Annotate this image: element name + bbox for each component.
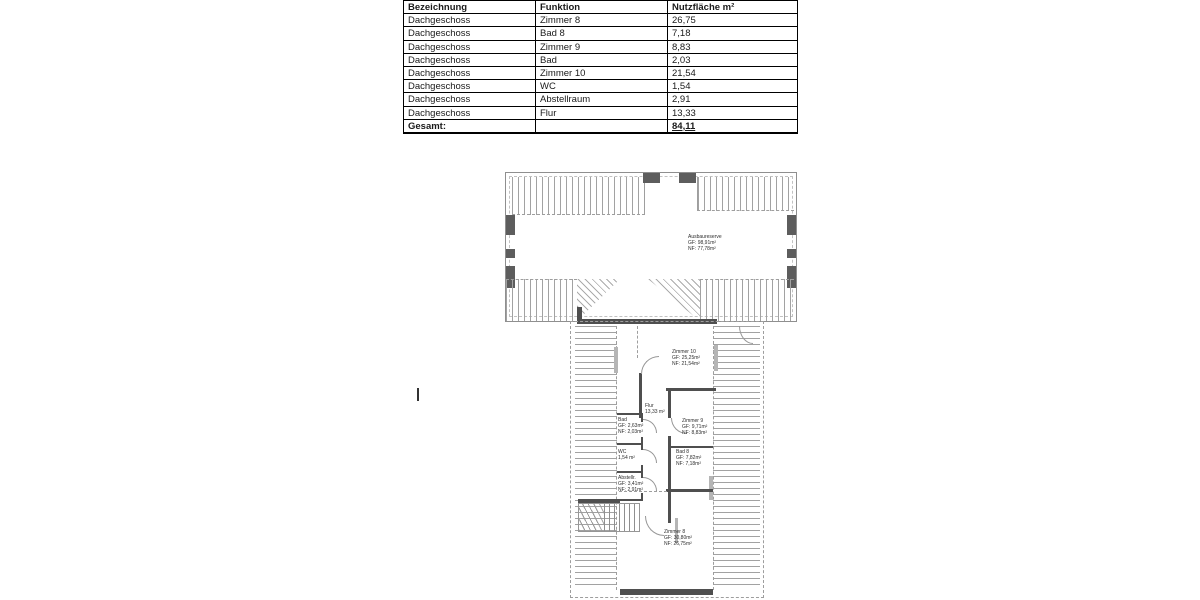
roof-hatch-top-right	[697, 177, 794, 211]
roof-hatch-bottom-left	[506, 279, 577, 321]
wall-bottom-exterior	[620, 589, 713, 595]
room-gf: GF: 2,63m²	[618, 423, 644, 429]
wall-flur-right-upper	[668, 391, 671, 418]
room-name: Zimmer 9	[682, 418, 704, 424]
roof-hatch-wing-right	[713, 326, 760, 590]
wall-pier-right-1	[787, 215, 796, 235]
wall-bad8-bottom	[666, 489, 713, 492]
room-name: Bad	[618, 417, 627, 423]
staircase-winder-treads	[579, 504, 604, 531]
room-gf: GF: 7,82m²	[676, 455, 702, 461]
room-label-ausbaureserve	[688, 234, 722, 252]
room-name: Flur	[645, 403, 654, 409]
table-cell: 13,33	[668, 107, 797, 120]
junction-wall-nib	[577, 307, 582, 319]
chimney-block-left	[643, 173, 660, 183]
table-header-cell: Nutzfläche m²	[668, 1, 797, 14]
room-label-zimmer10	[672, 349, 700, 367]
table-cell: Dachgeschoss	[404, 93, 536, 106]
table-cell: 1,54	[668, 80, 797, 93]
room-name: WC	[618, 449, 627, 455]
room-name: Bad 8	[676, 449, 690, 455]
room-gf: GF: 3,41m²	[618, 481, 644, 487]
room-label-bad	[618, 417, 643, 435]
roof-window-right-2	[709, 476, 713, 500]
chimney-block-right	[679, 173, 696, 183]
table-cell: Zimmer 10	[536, 67, 668, 80]
table-cell: Dachgeschoss	[404, 41, 536, 54]
wall-rooms-h4	[617, 499, 643, 501]
table-cell: 26,75	[668, 14, 797, 27]
roof-window-right-1	[714, 345, 718, 371]
wall-zimmer10-bottom	[666, 388, 716, 391]
staircase-straight-treads	[604, 504, 639, 531]
table-cell: 21,54	[668, 67, 797, 80]
table-cell: Flur	[536, 107, 668, 120]
room-area: 1,54 m²	[618, 455, 635, 461]
room-label-zimmer8	[664, 529, 692, 547]
table-cell: 2,03	[668, 54, 797, 67]
room-gf: GF: 30,80m²	[664, 535, 693, 541]
room-nf: NF: 8,83m²	[682, 430, 708, 436]
room-nf: NF: 21,54m²	[672, 361, 700, 367]
roof-window-left	[614, 347, 618, 373]
table-cell: 8,83	[668, 41, 797, 54]
wall-zimmer9-bad8	[671, 446, 713, 448]
wall-flur-left-upper	[639, 373, 642, 418]
wall-rooms-h1	[617, 413, 643, 415]
table-cell: 7,18	[668, 27, 797, 40]
table-cell: Dachgeschoss	[404, 67, 536, 80]
roof-hatch-bottom-right	[700, 279, 794, 321]
room-label-wc	[618, 449, 635, 461]
table-header-cell: Bezeichnung	[404, 1, 536, 14]
room-name: Zimmer 10	[672, 349, 696, 355]
table-cell: WC	[536, 80, 668, 93]
table-header-cell: Funktion	[536, 1, 668, 14]
wall-pier-right-2	[787, 249, 796, 258]
room-area: 13,33 m²	[645, 409, 665, 415]
room-nf: NF: 7,18m²	[676, 461, 702, 467]
wall-pier-left-1	[506, 215, 515, 235]
room-label-zimmer9	[682, 418, 707, 436]
roof-hatch-wing-left	[575, 326, 617, 590]
table-cell: Gesamt:	[404, 120, 536, 133]
table-cell: Dachgeschoss	[404, 14, 536, 27]
table-cell: Bad 8	[536, 27, 668, 40]
room-name: Zimmer 8	[664, 529, 686, 535]
cursor-mark	[417, 388, 419, 401]
room-label-abstellraum	[618, 475, 643, 493]
room-gf: GF: 98,91m²	[688, 240, 717, 246]
table-cell: Bad	[536, 54, 668, 67]
wall-rooms-h2	[617, 443, 643, 445]
table-cell: Dachgeschoss	[404, 80, 536, 93]
wall-rooms-h3	[617, 471, 643, 473]
table-cell: Zimmer 8	[536, 14, 668, 27]
table-cell: Abstellraum	[536, 93, 668, 106]
floor-area-table	[403, 0, 798, 134]
table-cell: 84,11	[668, 120, 797, 133]
table-cell	[536, 120, 668, 133]
roof-hatch-top-left	[512, 177, 645, 215]
wall-rooms-v4	[641, 493, 643, 501]
room-nf: NF: 77,78m²	[688, 246, 716, 252]
dashed-line-zimmer10-left	[637, 326, 638, 358]
room-nf: NF: 2,03m²	[618, 429, 644, 435]
room-gf: GF: 9,71m²	[682, 424, 708, 430]
room-label-flur	[645, 403, 665, 415]
table-cell: Dachgeschoss	[404, 107, 536, 120]
room-nf: NF: 26,75m²	[664, 541, 692, 547]
wall-flur-right-lower	[668, 436, 671, 523]
wall-pier-left-2	[506, 249, 515, 258]
table-cell: Zimmer 9	[536, 41, 668, 54]
room-name: Abstellr.	[618, 475, 636, 481]
room-label-bad8	[676, 449, 701, 467]
table-cell: Dachgeschoss	[404, 27, 536, 40]
table-cell: 2,91	[668, 93, 797, 106]
table-cell: Dachgeschoss	[404, 54, 536, 67]
room-gf: GF: 25,25m²	[672, 355, 701, 361]
room-nf: NF: 2,91m²	[618, 487, 644, 493]
room-name: Ausbaureserve	[688, 234, 722, 240]
